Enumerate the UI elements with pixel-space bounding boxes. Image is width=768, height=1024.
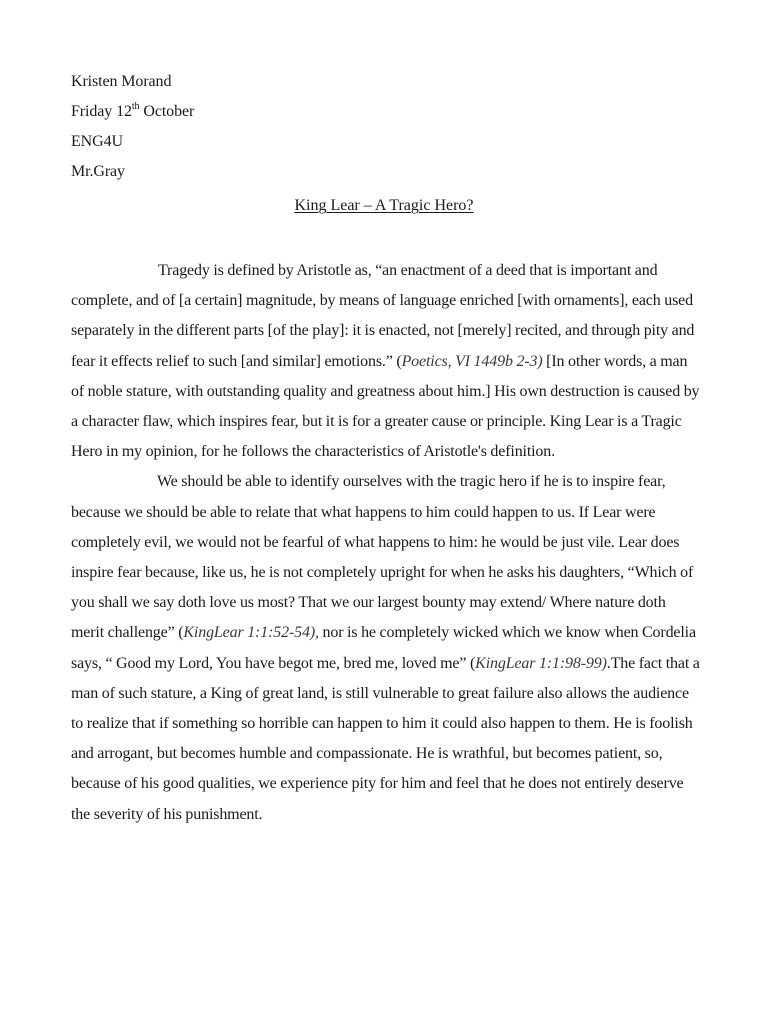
date-line <box>71 102 701 132</box>
paragraph-1-text-a: Tragedy is defined by Aristotle as, “an enactment of a deed that is important and complete, and of [a certain] magnitude, by means of language enriched [with ornaments], each used separately in the different parts [of the play]: it is enacted, not [merely] recited, and through pity and fear it effects relief to such [and similar] emotions.” ( <box>71 262 695 370</box>
citation-poetics: Poetics, VI 1449b 2-3) <box>401 352 543 370</box>
citation-king-lear-1: KingLear 1:1:52-54), <box>183 624 319 642</box>
paragraph-2-text-c: .The fact that a man of such stature, a King of great land, is still vulnerable to great failure also allows the audience to realize that if something so horrible can happen to him it could also happen to them. He is foolish and arrogant, but becomes humble and compassionate. He is wrathful, but becomes patient, so, because of his good qualities, we experience pity for him and feel that he does not entirely deserve the severity of his punishment. <box>71 654 700 823</box>
paragraph-1-text-b: [In other words, a man of noble stature, with outstanding quality and greatness about him.] His own destruction is caused by a character flaw, which inspires fear, but it is for a greater cause or principle. King Lear is a Tragic Hero in my opinion, for he follows the characteristics of Aristotle's definition. <box>71 352 700 461</box>
date-prefix: Friday 12 <box>71 103 132 120</box>
teacher-name: Mr.Gray <box>71 163 125 180</box>
course-code: ENG4U <box>71 133 123 150</box>
essay-title: King Lear – A Tragic Hero? <box>294 197 474 214</box>
document-header <box>71 72 701 192</box>
paragraph-2 <box>71 467 701 829</box>
author-name: Kristen Morand <box>71 73 172 90</box>
citation-king-lear-2: KingLear 1:1:98-99) <box>475 654 607 672</box>
paragraph-2-text-a: We should be able to identify ourselves with the tragic hero if he is to inspire fear, because we should be able to relate that what happens to him could happen to us. If Lear were completely evil, we would not be fearful of what happens to him: he would be just vile. Lear does inspire fear because, like us, he is not completely upright for when he asks his daughters, “Which of you shall we say doth love us most? That we our largest bounty may extend/ Where nature doth merit challenge” ( <box>71 473 694 642</box>
essay-body <box>71 256 701 830</box>
date-suffix: October <box>139 103 195 120</box>
paragraph-1 <box>71 256 701 467</box>
date-ordinal: th <box>131 100 140 112</box>
paragraph-2-text-b: nor is he completely wicked which we know when Cordelia says, “ Good my Lord, You have begot me, bred me, loved me” ( <box>71 624 696 672</box>
